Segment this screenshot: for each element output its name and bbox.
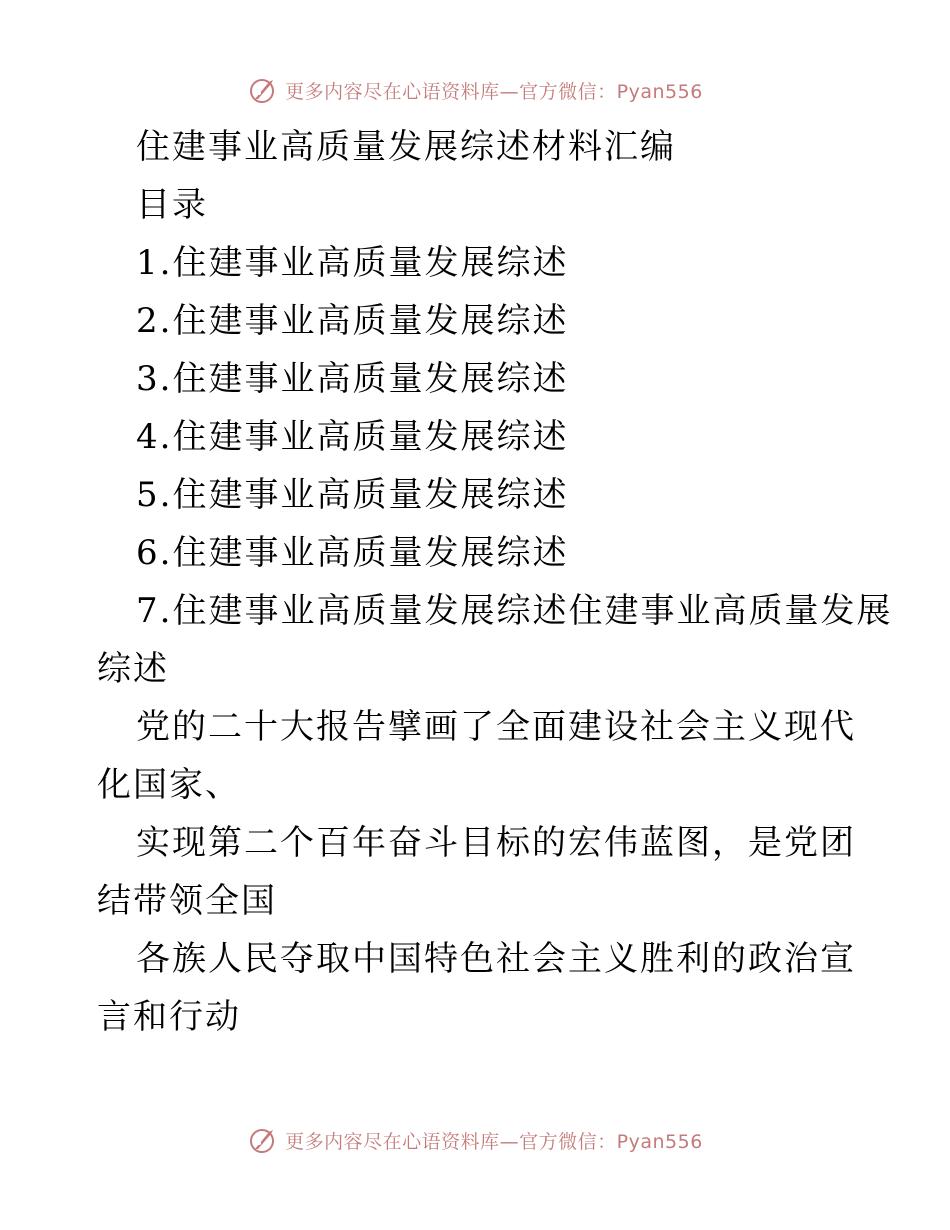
watermark-footer: [0, 1120, 950, 1160]
toc-item-5: 5.住建事业高质量发展综述: [136, 475, 569, 515]
watermark-header: [0, 70, 950, 110]
toc-item-1: 1.住建事业高质量发展综述: [136, 243, 569, 283]
toc-item-7: 7.住建事业高质量发展综述住建事业高质量发展: [136, 591, 893, 631]
document-body: [97, 118, 893, 1046]
toc-item-2: 2.住建事业高质量发展综述: [136, 301, 569, 341]
toc-item-7-continuation: 综述: [97, 649, 169, 689]
document-title: 住建事业高质量发展综述材料汇编: [136, 127, 676, 167]
toc-item-6: 6.住建事业高质量发展综述: [136, 533, 569, 573]
toc-item-4: 4.住建事业高质量发展综述: [136, 417, 569, 457]
watermark-text: 更多内容尽在心语资料库—官方微信：Pyan556: [285, 1130, 703, 1153]
toc-heading: 目录: [136, 185, 208, 225]
feather-pen-logo-icon: [247, 1124, 279, 1156]
body-paragraph: 各族人民夺取中国特色社会主义胜利的政治宣言和行动: [97, 939, 856, 1037]
feather-pen-logo-icon: [247, 74, 279, 106]
watermark-text: 更多内容尽在心语资料库—官方微信：Pyan556: [285, 80, 703, 103]
body-paragraph: 党的二十大报告擘画了全面建设社会主义现代化国家、: [97, 707, 856, 805]
toc-item-3: 3.住建事业高质量发展综述: [136, 359, 569, 399]
body-paragraph: 实现第二个百年奋斗目标的宏伟蓝图，是党团结带领全国: [97, 823, 856, 921]
